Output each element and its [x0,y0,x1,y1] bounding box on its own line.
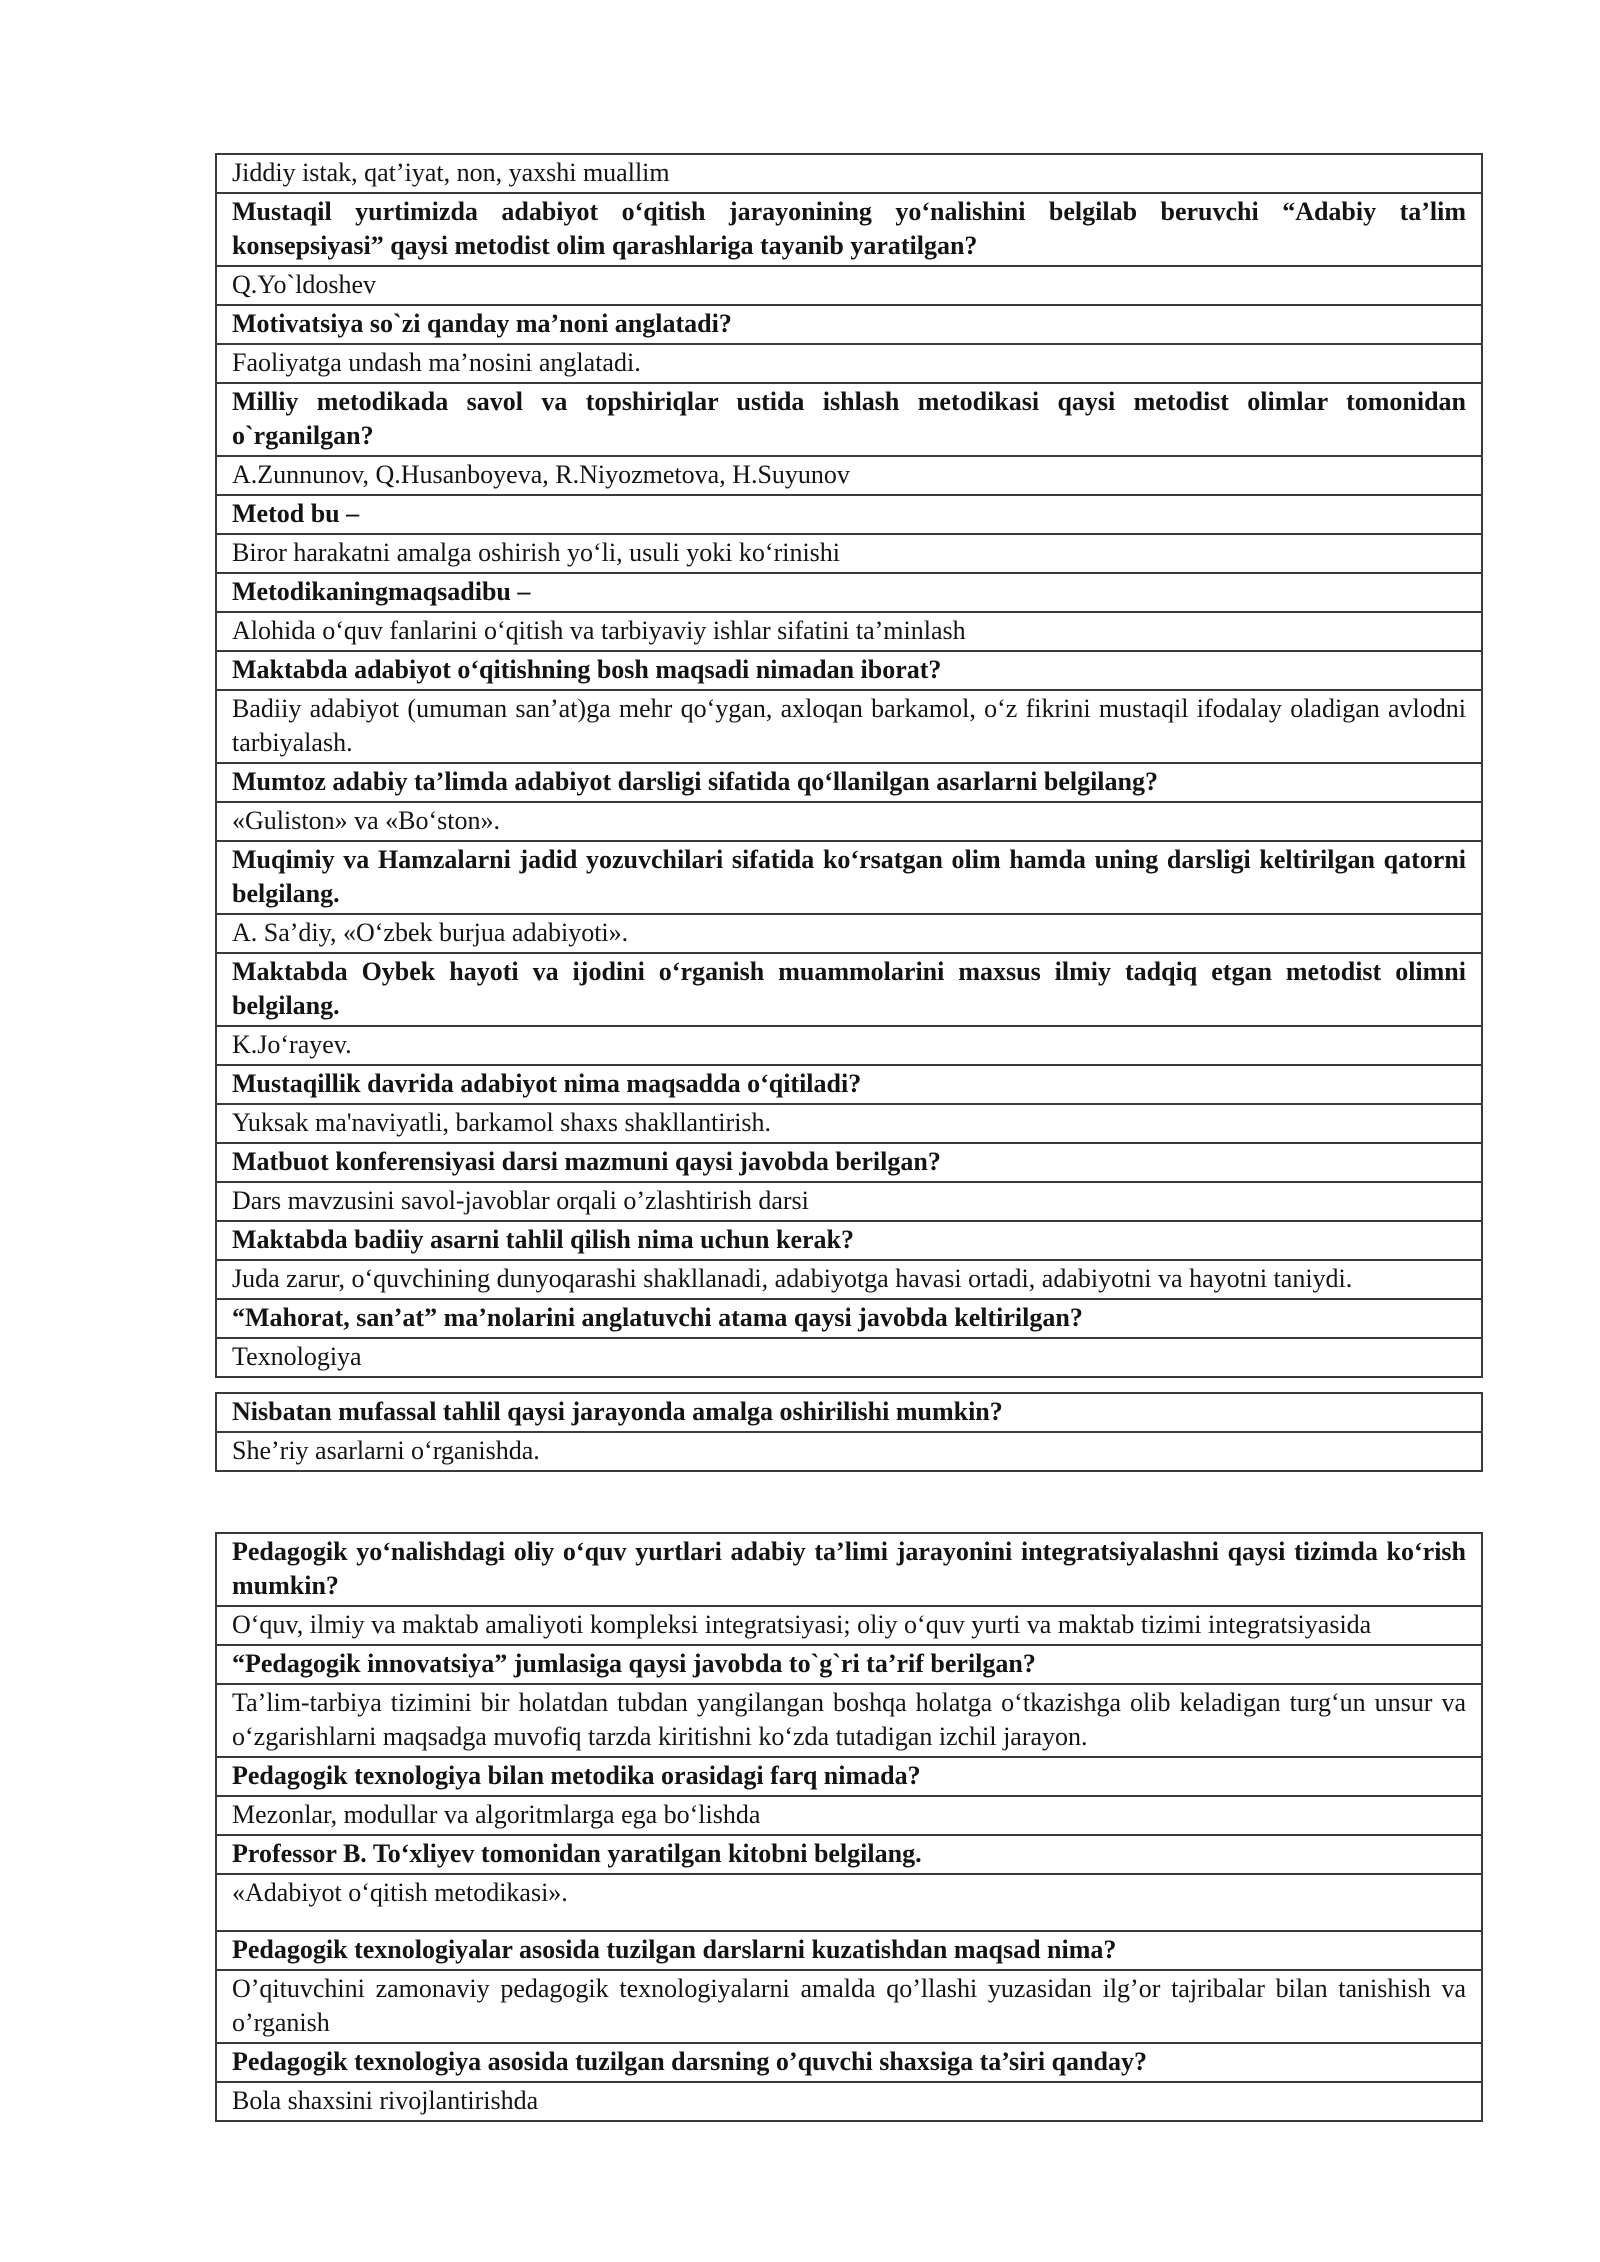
question-row [216,1065,1482,1104]
question-text: Mustaqil yurtimizda adabiyot o‘qitish jarayonining yo‘nalishini belgilab beruvchi “Adabiy ta’lim konsepsiyasi” qaysi metodist olim qarashlariga tayanib yaratilgan? [216,193,1482,266]
answer-row [216,612,1482,651]
question-row [216,651,1482,690]
question-row [216,1645,1482,1684]
question-text: Pedagogik texnologiyalar asosida tuzilgan darslarni kuzatishdan maqsad nima? [216,1931,1482,1970]
question-row [216,1931,1482,1970]
answer-text: A. Sa’diy, «O‘zbek burjua adabiyoti». [216,914,1482,953]
answer-row [216,456,1482,495]
question-text: Maktabda Oybek hayoti va ijodini o‘rganish muammolarini maxsus ilmiy tadqiq etgan metodist olimni belgilang. [216,953,1482,1026]
qa-table-body [216,154,1482,1377]
answer-row [216,690,1482,763]
answer-text: Biror harakatni amalga oshirish yo‘li, usuli yoki ko‘rinishi [216,534,1482,573]
question-text: Mumtoz adabiy ta’limda adabiyot darsligi sifatida qo‘llanilgan asarlarni belgilang? [216,763,1482,802]
answer-row [216,534,1482,573]
qa-table-2 [215,1392,1483,1472]
answer-text: Jiddiy istak, qat’iyat, non, yaxshi muallim [216,154,1482,193]
answer-text: O‘quv, ilmiy va maktab amaliyoti kompleksi integratsiyasi; oliy o‘quv yurti va maktab tizimi integratsiyasida [216,1606,1482,1645]
qa-table-3 [215,1532,1483,2122]
answer-row [216,1182,1482,1221]
question-text: Metod bu – [216,495,1482,534]
qa-table-body [216,1393,1482,1471]
question-row [216,1143,1482,1182]
question-text: Professor B. To‘xliyev tomonidan yaratilgan kitobni belgilang. [216,1835,1482,1874]
question-text: Pedagogik texnologiya bilan metodika orasidagi farq nimada? [216,1757,1482,1796]
answer-text: Faoliyatga undash ma’nosini anglatadi. [216,344,1482,383]
question-row [216,953,1482,1026]
answer-text: Dars mavzusini savol-javoblar orqali o’zlashtirish darsi [216,1182,1482,1221]
question-text: Maktabda adabiyot o‘qitishning bosh maqsadi nimadan iborat? [216,651,1482,690]
answer-row [216,1338,1482,1377]
question-text: Maktabda badiiy asarni tahlil qilish nima uchun kerak? [216,1221,1482,1260]
question-row [216,1393,1482,1432]
answer-text: Mezonlar, modullar va algoritmlarga ega bo‘lishda [216,1796,1482,1835]
question-row [216,1533,1482,1606]
answer-text: Q.Yo`ldoshev [216,266,1482,305]
question-row [216,193,1482,266]
answer-text: «Guliston» va «Bo‘ston». [216,802,1482,841]
qa-table-1 [215,153,1483,1378]
question-row [216,305,1482,344]
answer-row [216,1026,1482,1065]
question-row [216,763,1482,802]
question-text: “Pedagogik innovatsiya” jumlasiga qaysi javobda to`g`ri ta’rif berilgan? [216,1645,1482,1684]
answer-row [216,1260,1482,1299]
answer-row [216,914,1482,953]
question-row [216,1299,1482,1338]
question-text: Mustaqillik davrida adabiyot nima maqsadda o‘qitiladi? [216,1065,1482,1104]
question-text: Pedagogik yo‘nalishdagi oliy o‘quv yurtlari adabiy ta’limi jarayonini integratsiyalashni qaysi tizimda ko‘rish mumkin? [216,1533,1482,1606]
question-row [216,383,1482,456]
question-row [216,495,1482,534]
answer-row [216,1796,1482,1835]
question-text: Pedagogik texnologiya asosida tuzilgan darsning o’quvchi shaxsiga ta’siri qanday? [216,2043,1482,2082]
question-text: “Mahorat, san’at” ma’nolarini anglatuvchi atama qaysi javobda keltirilgan? [216,1299,1482,1338]
answer-row [216,1874,1482,1931]
question-text: Metodikaningmaqsadibu – [216,573,1482,612]
answer-row [216,2082,1482,2121]
answer-row [216,1970,1482,2043]
answer-row [216,344,1482,383]
answer-text: K.Jo‘rayev. [216,1026,1482,1065]
question-row [216,841,1482,914]
answer-text: Juda zarur, o‘quvchining dunyoqarashi shakllanadi, adabiyotga havasi ortadi, adabiyotni va hayotni taniydi. [216,1260,1482,1299]
answer-text: «Adabiyot o‘qitish metodikasi». [216,1874,1482,1931]
answer-row [216,154,1482,193]
question-row [216,1757,1482,1796]
question-text: Motivatsiya so`zi qanday ma’noni anglatadi? [216,305,1482,344]
question-row [216,1221,1482,1260]
answer-row [216,802,1482,841]
answer-text: O’qituvchini zamonaviy pedagogik texnologiyalarni amalda qo’llashi yuzasidan ilg’or tajribalar bilan tanishish va o’rganish [216,1970,1482,2043]
question-text: Muqimiy va Hamzalarni jadid yozuvchilari sifatida ko‘rsatgan olim hamda uning darsligi keltirilgan qatorni belgilang. [216,841,1482,914]
qa-table-body [216,1533,1482,2121]
answer-text: Bola shaxsini rivojlantirishda [216,2082,1482,2121]
answer-row [216,1104,1482,1143]
question-row [216,2043,1482,2082]
question-row [216,1835,1482,1874]
question-row [216,573,1482,612]
answer-text: Alohida o‘quv fanlarini o‘qitish va tarbiyaviy ishlar sifatini ta’minlash [216,612,1482,651]
answer-row [216,1684,1482,1757]
answer-text: Badiiy adabiyot (umuman san’at)ga mehr qo‘ygan, axloqan barkamol, o‘z fikrini mustaqil ifodalay oladigan avlodni tarbiyalash. [216,690,1482,763]
answer-text: Yuksak ma'naviyatli, barkamol shaxs shakllantirish. [216,1104,1482,1143]
answer-text: She’riy asarlarni o‘rganishda. [216,1432,1482,1471]
answer-text: Ta’lim-tarbiya tizimini bir holatdan tubdan yangilangan boshqa holatga o‘tkazishga olib keladigan turg‘un unsur va o‘zgarishlarni maqsadga muvofiq tarzda kiritishni ko‘zda tutadigan izchil jarayon. [216,1684,1482,1757]
answer-text: A.Zunnunov, Q.Husanboyeva, R.Niyozmetova, H.Suyunov [216,456,1482,495]
question-text: Nisbatan mufassal tahlil qaysi jarayonda amalga oshirilishi mumkin? [216,1393,1482,1432]
answer-row [216,1606,1482,1645]
answer-row [216,266,1482,305]
answer-text: Texnologiya [216,1338,1482,1377]
answer-row [216,1432,1482,1471]
question-text: Milliy metodikada savol va topshiriqlar ustida ishlash metodikasi qaysi metodist olimlar tomonidan o`rganilgan? [216,383,1482,456]
question-text: Matbuot konferensiyasi darsi mazmuni qaysi javobda berilgan? [216,1143,1482,1182]
